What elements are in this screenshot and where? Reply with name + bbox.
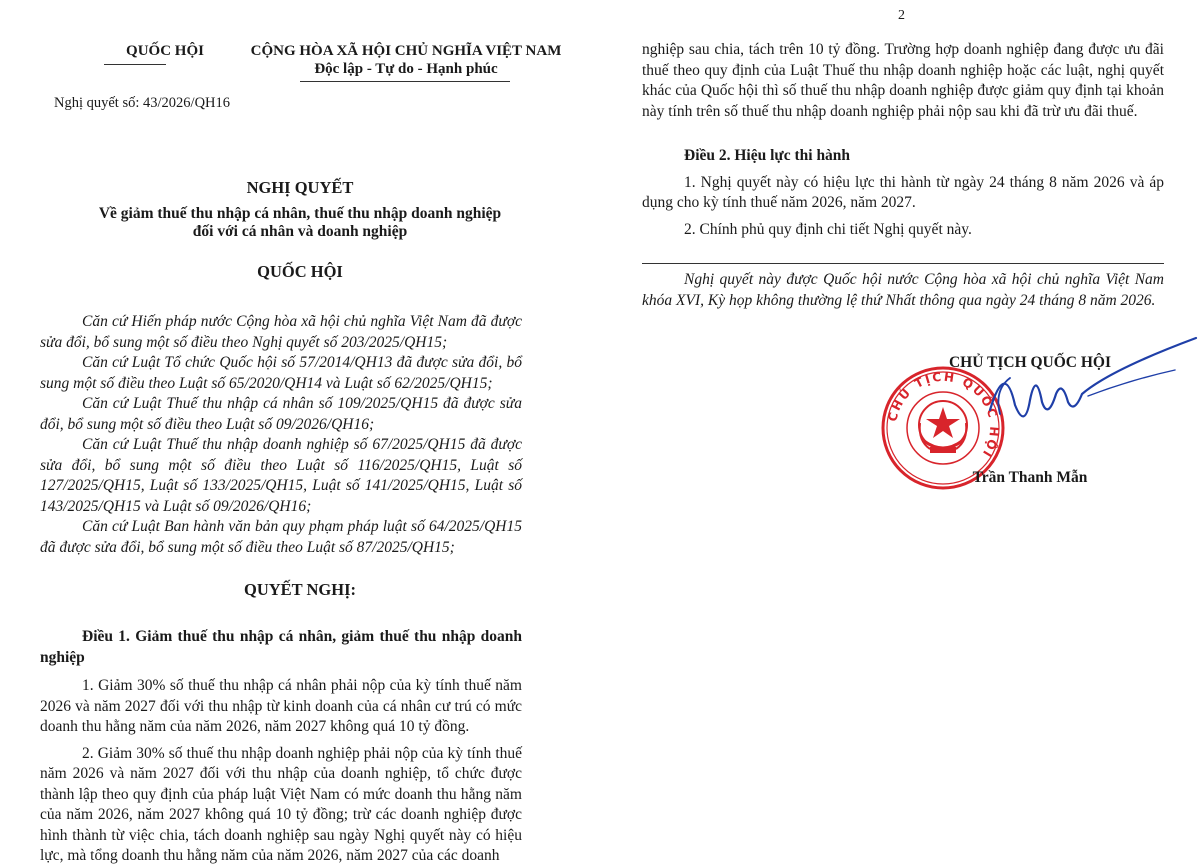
article-2-title: Điều 2. Hiệu lực thi hành: [684, 147, 851, 164]
page-2: [600, 0, 1200, 866]
article-1-title: Điều 1. Giảm thuế thu nhập cá nhân, giảm thuế thu nhập doanh nghiệp: [40, 628, 522, 666]
citation-2: Căn cứ Luật Tổ chức Quốc hội số 57/2014/QH13 đã được sửa đổi, bổ sung một số điều theo Luật số 65/2020/QH14 và Luật số 62/2025/QH15;: [40, 354, 522, 392]
citation-1: Căn cứ Hiến pháp nước Cộng hòa xã hội chủ nghĩa Việt Nam đã được sửa đổi, bổ sung một số điều theo Nghị quyết số 203/2025/QH15;: [40, 313, 522, 351]
document-type: NGHỊ QUYẾT: [246, 178, 354, 197]
resolution-number: Nghị quyết số: 43/2026/QH16: [54, 95, 231, 111]
national-motto: Độc lập - Tự do - Hạnh phúc: [314, 61, 498, 77]
closing-note-block: [642, 270, 1164, 311]
page-number: 2: [898, 8, 905, 23]
article-1-continued: [642, 40, 1164, 122]
signature: [970, 330, 1200, 440]
agency-underline: [104, 64, 166, 65]
decides-heading: QUYẾT NGHỊ:: [243, 580, 356, 599]
subject-line-2: đối với cá nhân và doanh nghiệp: [192, 223, 408, 240]
page-1: [0, 0, 600, 866]
closing-separator: [642, 263, 1164, 264]
signature-icon: [970, 330, 1200, 440]
national-title: CỘNG HÒA XÃ HỘI CHỦ NGHĨA VIỆT NAM: [250, 43, 562, 59]
citation-3: Căn cứ Luật Thuế thu nhập cá nhân số 109/2025/QH15 đã được sửa đổi, bổ sung một số điều theo Luật số 09/2026/QH16;: [40, 395, 522, 433]
signer-title: CHỦ TỊCH QUỐC HỘI: [948, 354, 1112, 371]
citations-block: [40, 312, 522, 558]
citation-5: Căn cứ Luật Ban hành văn bản quy phạm pháp luật số 64/2025/QH15 đã được sửa đổi, bổ sung một số điều theo Luật số 87/2025/QH15;: [40, 518, 522, 556]
article-2: [642, 146, 1164, 240]
svg-text:CHỦ TỊCH QUỐC HỘI: CHỦ TỊCH QUỐC HỘI: [885, 369, 1002, 461]
article-2-clause-1: 1. Nghị quyết này có hiệu lực thi hành từ ngày 24 tháng 8 năm 2026 và áp dụng cho kỳ tính thuế năm 2026, năm 2027.: [642, 173, 1164, 211]
issuing-body: QUỐC HỘI: [257, 262, 343, 281]
signer-name: Trần Thanh Mẫn: [972, 469, 1088, 486]
article-1: [40, 627, 522, 867]
clause-2-continuation: nghiệp sau chia, tách trên 10 tỷ đồng. Trường hợp doanh nghiệp đang được ưu đãi thuế theo quy định của Luật Thuế thu nhập doanh nghiệp hoặc các luật, nghị quyết khác của Quốc hội thì số thuế thu nhập doanh nghiệp được giảm quy định tại khoản này tính trên số thuế thu nhập doanh nghiệp phải nộp sau khi đã trừ ưu đãi thuế.: [642, 41, 1164, 120]
citation-4: Căn cứ Luật Thuế thu nhập doanh nghiệp số 67/2025/QH15 đã được sửa đổi, bổ sung một số điều theo Luật số 116/2025/QH15, Luật số 127/2025/QH15, Luật số 133/2025/QH15, Luật số 141/2025/QH15, Luật số 143/2025/QH15 và Luật số 09/2026/QH16;: [40, 436, 522, 515]
subject-line-1: Về giảm thuế thu nhập cá nhân, thuế thu nhập doanh nghiệp: [98, 205, 502, 222]
issuing-agency: QUỐC HỘI: [126, 43, 204, 59]
article-1-clause-1: 1. Giảm 30% số thuế thu nhập cá nhân phải nộp của kỳ tính thuế năm 2026 và năm 2027 đối với thu nhập từ kinh doanh của cá nhân cư trú có mức doanh thu hằng năm của năm 2026, năm 2027 không quá 10 tỷ đồng.: [40, 677, 522, 735]
article-1-clause-2: 2. Giảm 30% số thuế thu nhập doanh nghiệp phải nộp của kỳ tính thuế năm 2026 và năm 2027 đối với thu nhập của doanh nghiệp, tổ chức được thành lập theo quy định của pháp luật Việt Nam có mức doanh thu hằng năm của năm 2026, năm 2027 không quá 10 tỷ đồng; trừ các doanh nghiệp được hình thành từ việc chia, tách doanh nghiệp sau ngày Nghị quyết này có hiệu lực, mà tổng doanh thu hằng năm của năm 2026, năm 2027 của các doanh: [40, 744, 522, 864]
motto-underline: [300, 81, 510, 82]
article-2-clause-2: 2. Chính phủ quy định chi tiết Nghị quyết này.: [684, 220, 972, 238]
closing-note: Nghị quyết này được Quốc hội nước Cộng hòa xã hội chủ nghĩa Việt Nam khóa XVI, Kỳ họp không thường lệ thứ Nhất thông qua ngày 24 tháng 8 năm 2026.: [642, 271, 1164, 309]
